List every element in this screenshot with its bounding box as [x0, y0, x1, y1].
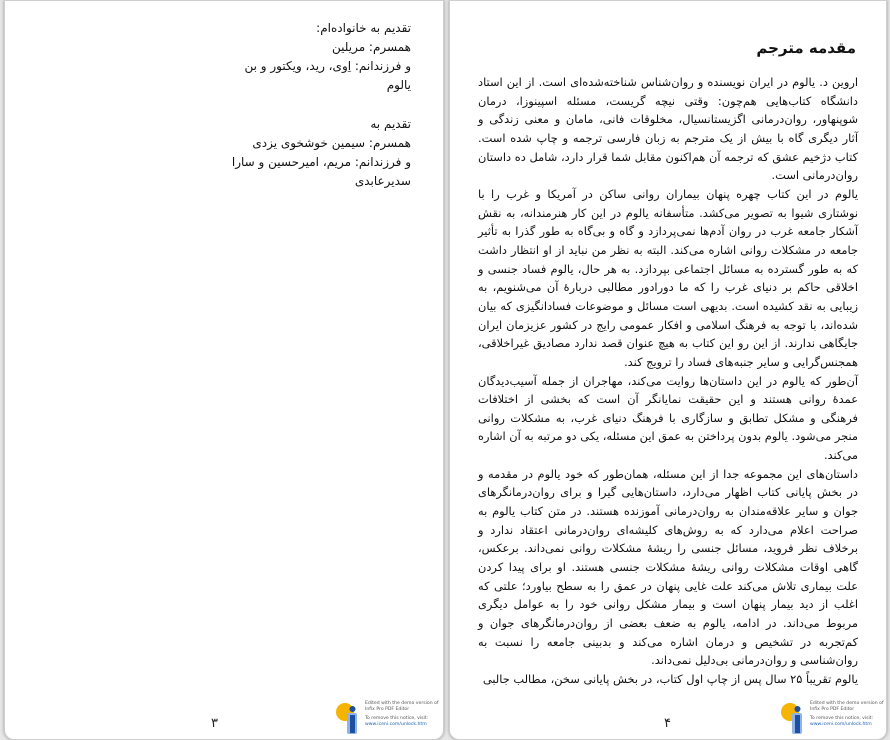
paragraph: آن‌طور که یالوم در این داستان‌ها روایت می‌کند، مهاجران از جمله آسیب‌دیدگان عمدهٔ روانی هستند و این حقیقت نمایانگر آن است که بخشی از اختلافات فرهنگی و مشکل تطابق و سازگاری با فرهنگ دنیای غرب، به مشکلات روانی منجر می‌شود. یالوم بدون پرداختن به عمق این مسئله، یکی دو مرتبه به آن اشاره می‌کند.: [478, 373, 858, 463]
page-title: مقدمه مترجم: [756, 39, 856, 57]
page-number: ۴: [664, 716, 671, 731]
dedication-line: همسرم: سیمین خوشخوی یزدی: [252, 136, 411, 150]
dedication-line: همسرم: مریلین: [332, 40, 411, 54]
demo-watermark: [780, 701, 887, 735]
dedication-line: و فرزندانم: اِوی، رید، ویکتور و بن: [244, 59, 411, 73]
dedication-line: یالوم: [386, 78, 411, 92]
body-text: [478, 73, 858, 689]
dedication-line: تقدیم به خانواده‌ام:: [316, 21, 411, 35]
infix-i-logo-icon: [335, 701, 363, 735]
watermark-text: [365, 701, 444, 727]
left-page: [4, 0, 444, 740]
watermark-line: Infix Pro PDF Editor: [365, 706, 410, 712]
paragraph: یالوم در این کتاب چهره پنهان بیماران روانی ساکن در آمریکا و غرب را با نوشتاری شیوا به تصویر می‌کشد. متأسفانه یالوم در این کار هنرمندانه، به نقش آشکار جامعه غرب در روان آدم‌ها نمی‌پردازد و گاه و بی‌گاه به طور گذرا به تأثیر جامعه در مشکلات روانی اشاره می‌کند. البته به نظر من نباید از او انتظار داشت که به طور گسترده به مسائل اجتماعی بپردازد. به هر حال، یالوم فساد جنسی و اخلاقی حاکم بر دنیای غرب را که ما دورادور مطالبی دربارهٔ آن می‌شنویم، به زیبایی به نقد کشیده است. بدیهی است مسائل و موضوعات فسادانگیزی که بیان شده‌اند، با توجه به فرهنگ اسلامی و افکار عمومی رایج در کشور عزیزمان ایران جایگاهی ندارند. از این رو این کتاب به هیچ عنوان قصد ندارد مصادیق غیراخلاقی، همجنس‌گرایی و سایر جنبه‌های فساد را ترویج کند.: [478, 186, 858, 369]
paragraph: اروین د. یالوم در ایران نویسنده و روان‌شناس شناخته‌شده‌ای است. از این استاد دانشگاه کتاب‌هایی هم‌چون: وقتی نیچه گریست، مسئله اسپینوزا، درمان شوپنهاور، روان‌درمانی اگزیستانسیال، مخلوقات فانی، مامان و معنی زندگی و آثار دیگری گاه با بیش از یک مترجم به زبان فارسی ترجمه و چاپ شده است. کتاب دژخیم عشق که ترجمه آن هم‌اکنون مقابل شما قرار دارد، شامل ده داستان روان‌درمانی است.: [478, 75, 858, 183]
dedication-line: تقدیم به: [370, 117, 411, 131]
watermark-line: Edited with the demo version of: [810, 701, 884, 706]
paragraph: داستان‌های این مجموعه جدا از این مسئله، همان‌طور که خود یالوم در مقدمه و در بخش پایانی کتاب اظهار می‌دارد، داستان‌هایی گیرا و برای روان‌درمانگرهای جوان و سایر علاقه‌مندان به روان‌درمانی آموزنده هستند. در متن کتاب یالوم به صراحت اعلام می‌دارد که به روش‌های کلیشه‌ای روان‌درمانی اعتقاد ندارد و برخلاف نظر فروید، مسائل جنسی را ریشهٔ مشکلات روانی نمی‌داند. برعکس، گاهی اوقات مشکلات روانی ریشهٔ مشکلات جنسی هستند. او برای پیدا کردن علت بیماری تلاش می‌کند علت غایی پنهان در عمق را به سطح بیاورد؛ علتی که اغلب از دید بیمار پنهان است و بیمار مشکل روانی خود را به عوامل دیگری مربوط می‌داند. در ادامه، یالوم به ضعف بعضی از روان‌درمانگرهای جوان و کم‌تجربه در تشخیص و درمان اشاره می‌کند و بدبینی جامعه را نسبت به روان‌شناسی و روان‌درمانی بی‌دلیل نمی‌داند.: [478, 466, 858, 668]
infix-i-logo-icon: [780, 701, 808, 735]
watermark-link[interactable]: www.iceni.com/unlock.htm: [365, 721, 427, 727]
watermark-line: Edited with the demo version of: [365, 701, 439, 706]
right-page: [449, 0, 887, 740]
paragraph: یالوم تقریباً ۲۵ سال پس از چاپ اول کتاب، در بخش پایانی سخن، مطالب جالبی: [482, 672, 858, 686]
watermark-line: To remove this notice, visit:: [810, 716, 874, 722]
watermark-link[interactable]: www.iceni.com/unlock.htm: [810, 721, 872, 727]
dedication-line: و فرزندانم: مریم، امیرحسین و سارا: [231, 155, 411, 169]
dedication-family: [201, 19, 411, 95]
demo-watermark: [335, 701, 444, 735]
watermark-text: [810, 701, 887, 727]
dedication-translator: [201, 115, 411, 191]
page-number: ۳: [211, 716, 218, 731]
watermark-line: To remove this notice, visit:: [365, 716, 429, 722]
watermark-line: Infix Pro PDF Editor: [810, 706, 855, 712]
dedication-line: سدیرعابدی: [354, 174, 411, 188]
